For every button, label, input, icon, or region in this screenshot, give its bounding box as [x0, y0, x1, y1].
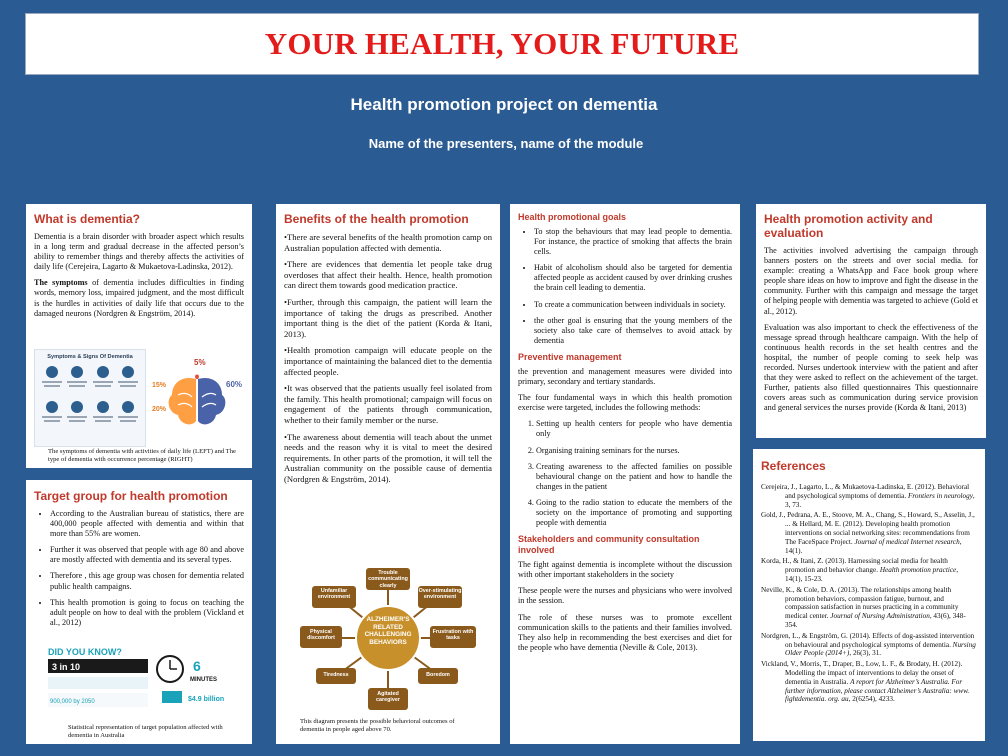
brain-pct-right: 60% [226, 380, 242, 389]
target-item: • According to the Australian bureau of statistics, there are 400,000 people affected with dementia and within that more than 55% are women. [50, 509, 244, 539]
dementia-definition: Dementia is a brain disorder with broader aspect which results in a long term and gradual decrease in the affected person’s ability to remember things and thereby affects the activities of daily life (Cerejeira, Lagarto & Mukaetova-Ladinska, 2012). [34, 232, 244, 272]
references-panel [753, 449, 985, 741]
preventive-p1: the prevention and management measures were divided into primary, secondary and tertiary standards. [518, 366, 732, 387]
benefit-paragraph: •It was observed that the patients usually feel isolated from the family. This health promotional; campaign will focus on engagement of the patients through communication, whether to their family member or the nurse. [284, 383, 492, 425]
symptom-mood-icon [67, 401, 89, 432]
benefit-paragraph: •Further, through this campaign, the patient will learn the importance of taking the drugs as prescribed. Another important thing is the diet of the patient (Korda & Itani, 2013). [284, 296, 492, 339]
benefit-paragraph: •Health promotion campaign will educate people on the importance of maintaining the balanced diet to the dementia affected people. [284, 345, 492, 377]
dementia-symptoms-text [34, 278, 244, 318]
goal-item: • To create a communication between individuals in society. [534, 300, 732, 310]
symptom-memory-icon [41, 366, 63, 397]
target-group-panel [26, 480, 252, 744]
method-item: 1. Setting up health centers for people who have dementia only [536, 419, 732, 439]
brain-pct-lower: 20% [152, 406, 167, 413]
what-is-dementia-body [34, 232, 244, 319]
benefit-paragraph: •There are evidences that dementia let people take drug overdoses that affect their health. Hence, health promotion can direct them towards good medication practice. [284, 259, 492, 291]
center-node-label: ALZHEIMER'S RELATED CHALLENGING BEHAVIORS [364, 616, 412, 646]
activity-body [764, 246, 978, 414]
activity-panel [756, 204, 986, 438]
method-item: 4. Going to the radio station to educate the members of the society on the importance of promoting and supporting people with dementia [536, 498, 732, 528]
goal-item: • To stop the behaviours that may lead people to dementia. For instance, the practice of smoking that affects the brain cells. [534, 227, 732, 257]
benefit-paragraph: •The awareness about dementia will teach about the unmet needs and the reason why it is vital to meet the desired requirements. In other parts of the promotion, it will tell the Australian community on the possible cause of dementia (Nordgren & Engström, 2014). [284, 431, 492, 484]
stakeholders-p3: The role of these nurses was to promote excellent communication skills to the patients and their families involved. They also help in recommending the best exercises and diet for the people who have dementia (Neville & Cole, 2013). [518, 612, 732, 652]
goal-item: • Habit of alcoholism should also be targeted for dementia affected people as accident caused by over drinking crushes the brain cell leading to dementia. [534, 263, 732, 293]
did-you-know-count: 900,000 by 2050 [50, 699, 95, 705]
poster-title: YOUR HEALTH, YOUR FUTURE [264, 26, 740, 61]
brain-top-section [195, 375, 199, 380]
symptoms-infographic [34, 349, 146, 447]
did-you-know-minutes-label: MINUTES [190, 677, 217, 683]
poster-subtitle: Health promotion project on dementia [350, 95, 658, 114]
symptoms-infographic-title: Symptoms & Signs Of Dementia [47, 354, 133, 360]
symptom-confusion-icon [118, 366, 140, 397]
benefits-title: Benefits of the health promotion [284, 212, 469, 226]
reference-item: Vickland, V., Morris, T., Draper, B., Low, L. F., & Brodaty, H. (2012). Modelling the impact of interventions to delay the onset of dementia in Australia. A report for Alzheimer’s Australia. For further information, please contact Alzheimer’s Australia: www. fightdementia. org. au, 2(6254), 4233. [761, 660, 970, 704]
alzheimers-behaviors-diagram: ALZHEIMER'S RELATED CHALLENGING BEHAVIORS Trouble communicating clearly Over-stimulating environment Frustration with tasks Boredom Agitated caregiver Tiredness Physical discomfort Unfamiliar environment [296, 564, 480, 712]
target-group-caption: Statistical representation of target population affected with dementia in Australia [68, 724, 223, 739]
benefits-panel [276, 204, 500, 744]
reference-item: Nordgren, L., & Engström, G. (2014). Effects of dog-assisted intervention on behavioural and psychological symptoms of dementia. Nursing Older People (2014+), 26(3), 31. [761, 631, 976, 658]
brain-pct-top: 5% [194, 358, 206, 367]
did-you-know-heading: DID YOU KNOW? [48, 647, 122, 657]
symptom-withdrawal-icon [92, 401, 114, 432]
goals-list [518, 227, 732, 346]
reference-item: Cerejeira, J., Lagarto, L., & Mukaetova-Ladinska, E. (2012). Behavioral and psychological symptoms of dementia. Frontiers in neurology, 3, 73. [761, 483, 975, 509]
activity-p1: The activities involved advertising the campaign through banners posters on the streets and over social media. for example: creating a WhatsApp and Face book group where people share ideas on how to improve and fight the disease in the community. Further with this campaign and message the target of helping people with dementia was targeted to achieve (Gold et al., 2012). [764, 246, 978, 316]
brain-percentage-graphic [152, 349, 242, 445]
target-group-list [34, 509, 244, 628]
did-you-know-money: $4.9 billion [188, 696, 225, 703]
symptoms-icon-grid [41, 366, 139, 432]
preventive-title: Preventive management [518, 351, 622, 362]
brain-pct-left: 15% [152, 382, 167, 389]
brain-right-half [198, 378, 225, 424]
what-is-dementia-panel [26, 204, 252, 468]
activity-p2: Evaluation was also important to check the effectiveness of the message spread through healthcare campaign. With the help of continuous health records in the set health centres and the hospital, the number of people coming to seek help was recorded. Nurses undertook interview with the patient and after that they were asked to reflect on the achievement of the target. Further, patients also filled questionnaires This questionnaire covers areas such as communication during service provision and general services the nurses provide (Korda & Itani, 2013) [764, 322, 978, 413]
goals-panel [510, 204, 740, 744]
goals-title: Health promotional goals [518, 212, 627, 222]
benefits-body [284, 232, 492, 484]
preventive-body [518, 367, 732, 528]
benefit-paragraph: •There are several benefits of the health promotion camp on Australian population affected with dementia. [284, 232, 492, 253]
references-list [761, 483, 977, 704]
target-group-title: Target group for health promotion [34, 489, 228, 503]
what-is-dementia-title: What is dementia? [34, 212, 141, 226]
method-item: 3. Creating awareness to the affected families on possible behavioural change on the patient and how to handle the changes in the patient [536, 462, 732, 492]
stakeholders-title: Stakeholders and community consultation involved [518, 534, 700, 556]
references-title: References [761, 459, 826, 473]
stakeholders-body [518, 560, 732, 653]
symptoms-caption: The symptoms of dementia with activities of daily life (LEFT) and The type of dementia with occurrence percentage (RIGHT) [48, 448, 236, 463]
diagram-caption: This diagram presents the possible behavioral outcomes of dementia in people aged above 70. [300, 718, 455, 733]
money-stack-icon [162, 691, 182, 703]
did-you-know-minutes: 6 [193, 658, 201, 674]
methods-list [518, 419, 732, 528]
title-banner [25, 13, 979, 75]
stakeholders-p2: These people were the nurses and physicians who were involved in the session. [518, 586, 732, 606]
symptom-misplacing-icon [118, 401, 140, 432]
target-item: • Further it was observed that people with age 80 and above are mostly affected with dementia and its several types. [50, 545, 244, 565]
stakeholders-p1: The fight against dementia is incomplete without the discussion with other important stakeholders in the society [518, 560, 732, 580]
target-item: • Therefore , this age group was chosen for dementia related public health campaigns. [50, 571, 244, 591]
reference-item: Gold, J., Pedrana, A. E., Stoove, M. A., Chang, S., Howard, S., Asselin, J., ... & Hellard, M. E. (2012). Developing health promotion interventions on social networking sites: recommendations from The FaceSpace Project. Journal of medical Internet research, 14(1). [761, 511, 975, 555]
method-item: 2. Organising training seminars for the nurses. [536, 446, 732, 456]
reference-item: Korda, H., & Itani, Z. (2013). Harnessing social media for health promotion and behavior change. Health promotion practice, 14(1), 15-23. [761, 557, 958, 583]
activity-title: Health promotion activity and evaluation [764, 212, 933, 240]
preventive-p2: The four fundamental ways in which this health promotion exercise were targeted, includes the following methods: [518, 393, 732, 413]
symptom-tasks-icon [92, 366, 114, 397]
symptom-judgment-icon [41, 401, 63, 432]
did-you-know-infographic [38, 645, 246, 717]
symptoms-lead: The symptoms [34, 278, 88, 288]
reference-item: Neville, K., & Cole, D. A. (2013). The relationships among health promotion behaviors, compassion fatigue, burnout, and compassion satisfaction in nurses practicing in a community medical center. Journal of Nursing Administration, 43(6), 348-354. [761, 585, 966, 629]
did-you-know-ratio: 3 in 10 [52, 662, 81, 672]
symptom-words-icon [67, 366, 89, 397]
brain-left-half [169, 378, 196, 424]
target-item: • This health promotion is going to focus on teaching the adult people on how to deal with the problem (Vickland et al., 2012) [50, 598, 244, 628]
goal-item: • the other goal is ensuring that the young members of the society also take care of themselves to avoid attack by dementia [534, 316, 732, 346]
presenters-line: Name of the presenters, name of the module [368, 136, 644, 151]
symptoms-rest: of dementia includes difficulties in finding words, memory loss, impaired judgment, and the most difficult is the hurdles in activities of daily life that occurs due to the damaged neurons (Nordgren & Engström, 2014). [34, 278, 244, 318]
